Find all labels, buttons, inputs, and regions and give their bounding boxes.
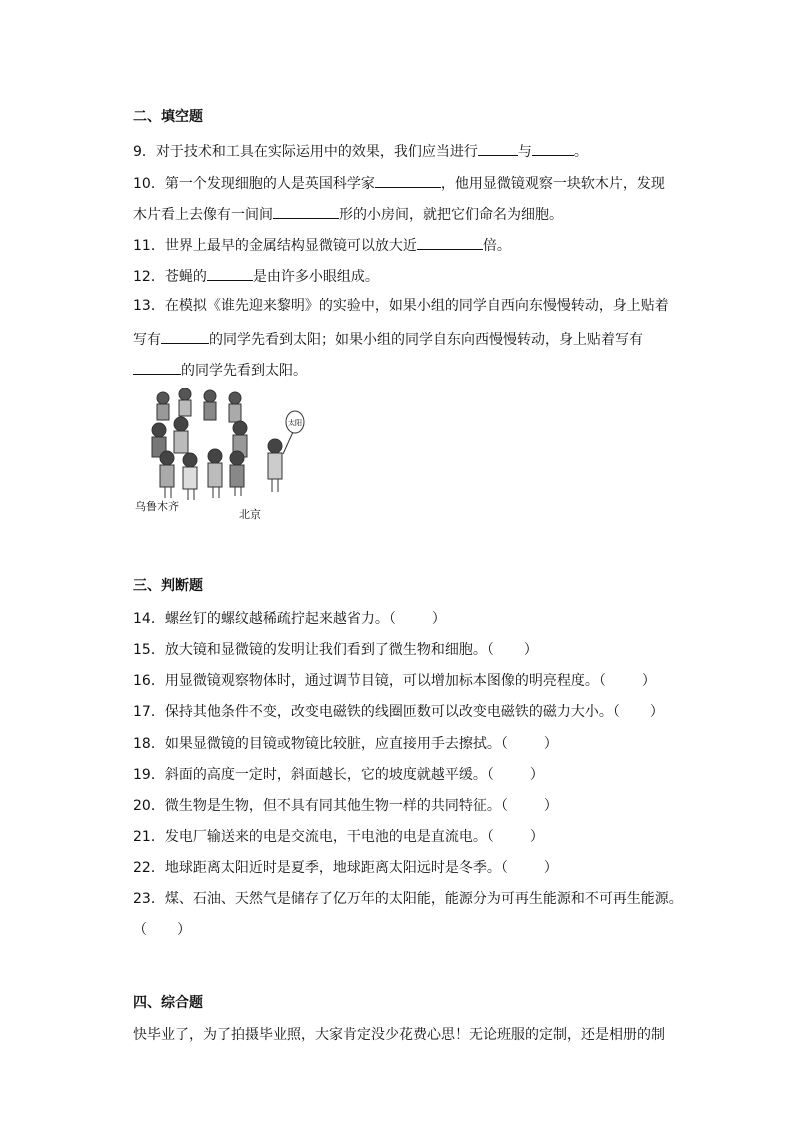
judge-item: [133, 828, 544, 846]
q10-text-cont: ，他用显微镜观察一块软木片，发现: [440, 176, 665, 192]
judge-item: [133, 610, 446, 628]
answer-blank[interactable]: [532, 141, 574, 156]
q11-suffix: 倍。: [482, 238, 511, 254]
question-11: [133, 235, 511, 255]
question-9: [133, 141, 588, 161]
answer-paren-open: （: [500, 860, 508, 876]
question-10-line2: [133, 204, 563, 224]
label-urumqi: 乌鲁木齐: [135, 500, 179, 513]
q11-text: 11．世界上最早的金属结构显微镜可以放大近: [133, 238, 417, 254]
answer-paren-close: ）: [431, 611, 446, 627]
judge-item-text: 15．放大镜和显微镜的发明让我们看到了微生物和细胞。: [133, 642, 487, 658]
question-13-line3: [133, 360, 307, 380]
section-heading-true-false: 三、判断题: [133, 578, 203, 594]
answer-blank[interactable]: [478, 141, 518, 156]
judge-item: [133, 859, 558, 877]
q13-text-line2-cont: 的同学先看到太阳；如果小组的同学自东向西慢慢转动，身上贴着写有: [209, 332, 643, 348]
answer-paren-close: ）: [543, 860, 558, 876]
answer-paren-open: （: [486, 767, 494, 783]
q10-text-line2-cont: 形的小房间，就把它们命名为细胞。: [339, 207, 563, 223]
answer-blank[interactable]: [133, 360, 181, 375]
judge-item-text: 18．如果显微镜的目镜或物镜比较脏，应直接用手去擦拭。: [133, 736, 501, 752]
answer-paren-close: ）: [529, 829, 544, 845]
judge-item: [133, 703, 664, 721]
answer-paren-open: （: [598, 673, 606, 689]
judge-item-23-answer: [133, 921, 191, 939]
answer-paren-open: （: [388, 611, 396, 627]
judge-item-text: 22．地球距离太阳近时是夏季，地球距离太阳远时是冬季。: [133, 860, 501, 876]
answer-paren-open: （: [612, 704, 620, 720]
judge-item-text: 14．螺丝钉的螺纹越稀疏拧起来越省力。: [133, 611, 389, 627]
answer-paren-open: （: [500, 736, 508, 752]
answer-paren-close: ）: [177, 922, 191, 938]
judge-item-text: 20．微生物是生物，但不具有同其他生物一样的共同特征。: [133, 798, 501, 814]
answer-blank[interactable]: [375, 173, 441, 188]
judge-item-text: 19．斜面的高度一定时，斜面越长，它的坡度就越平缓。: [133, 767, 487, 783]
q9-mid: 与: [517, 144, 532, 160]
section4-intro: 快毕业了，为了拍摄毕业照，大家肯定没少花费心思！无论班服的定制，还是相册的制: [133, 1027, 665, 1043]
q10-text-line2: 木片看上去像有一间间: [133, 207, 273, 223]
judge-item-text: 17．保持其他条件不变，改变电磁铁的线圈匝数可以改变电磁铁的磁力大小。: [133, 704, 613, 720]
judge-item: 23．煤、石油、天然气是储存了亿万年的太阳能，能源分为可再生能源和不可再生能源。: [133, 891, 683, 907]
judge-item: [133, 672, 656, 690]
question-13-line2: [133, 329, 643, 349]
question-12: [133, 266, 379, 286]
q9-suffix: 。: [573, 144, 588, 160]
judge-item: [133, 766, 544, 784]
label-beijing: 北京: [239, 508, 261, 521]
answer-paren-open: （: [486, 829, 494, 845]
answer-blank[interactable]: [273, 204, 339, 219]
answer-paren-close: ）: [529, 767, 544, 783]
q13-text-line2: 写有: [133, 332, 161, 348]
balloon-text: 太阳: [288, 419, 302, 427]
children-circle-illustration: [135, 388, 315, 520]
answer-paren-close: ）: [543, 736, 558, 752]
answer-paren-close: ）: [641, 673, 656, 689]
q9-text: 9．对于技术和工具在实际运用中的效果，我们应当进行: [133, 144, 478, 160]
answer-paren-close: ）: [523, 642, 538, 658]
question-10-line1: [133, 173, 665, 193]
q12-text: 12．苍蝇的: [133, 269, 207, 285]
q12-suffix: 是由许多小眼组成。: [252, 269, 379, 285]
answer-paren-open: （: [486, 642, 494, 658]
judge-item-text: 16．用显微镜观察物体时，通过调节目镜，可以增加标本图像的明亮程度。: [133, 673, 599, 689]
question-13-line1: 13．在模拟《谁先迎来黎明》的实验中，如果小组的同学自西向东慢慢转动，身上贴着: [133, 298, 669, 314]
answer-paren-close: ）: [543, 798, 558, 814]
section-heading-fill-in: 二、填空题: [133, 109, 203, 125]
judge-item: [133, 797, 558, 815]
answer-blank[interactable]: [161, 329, 209, 344]
judge-item-text: 21．发电厂输送来的电是交流电，干电池的电是直流电。: [133, 829, 487, 845]
answer-blank[interactable]: [207, 266, 253, 281]
answer-paren-open: （: [500, 798, 508, 814]
answer-paren-close: ）: [649, 704, 664, 720]
section-heading-comprehensive: 四、综合题: [133, 995, 203, 1011]
judge-item: [133, 641, 538, 659]
q13-text-line3: 的同学先看到太阳。: [181, 363, 307, 379]
judge-item: [133, 735, 558, 753]
q10-text: 10．第一个发现细胞的人是英国科学家: [133, 176, 375, 192]
answer-blank[interactable]: [417, 235, 483, 250]
answer-paren-open: （: [133, 922, 147, 938]
